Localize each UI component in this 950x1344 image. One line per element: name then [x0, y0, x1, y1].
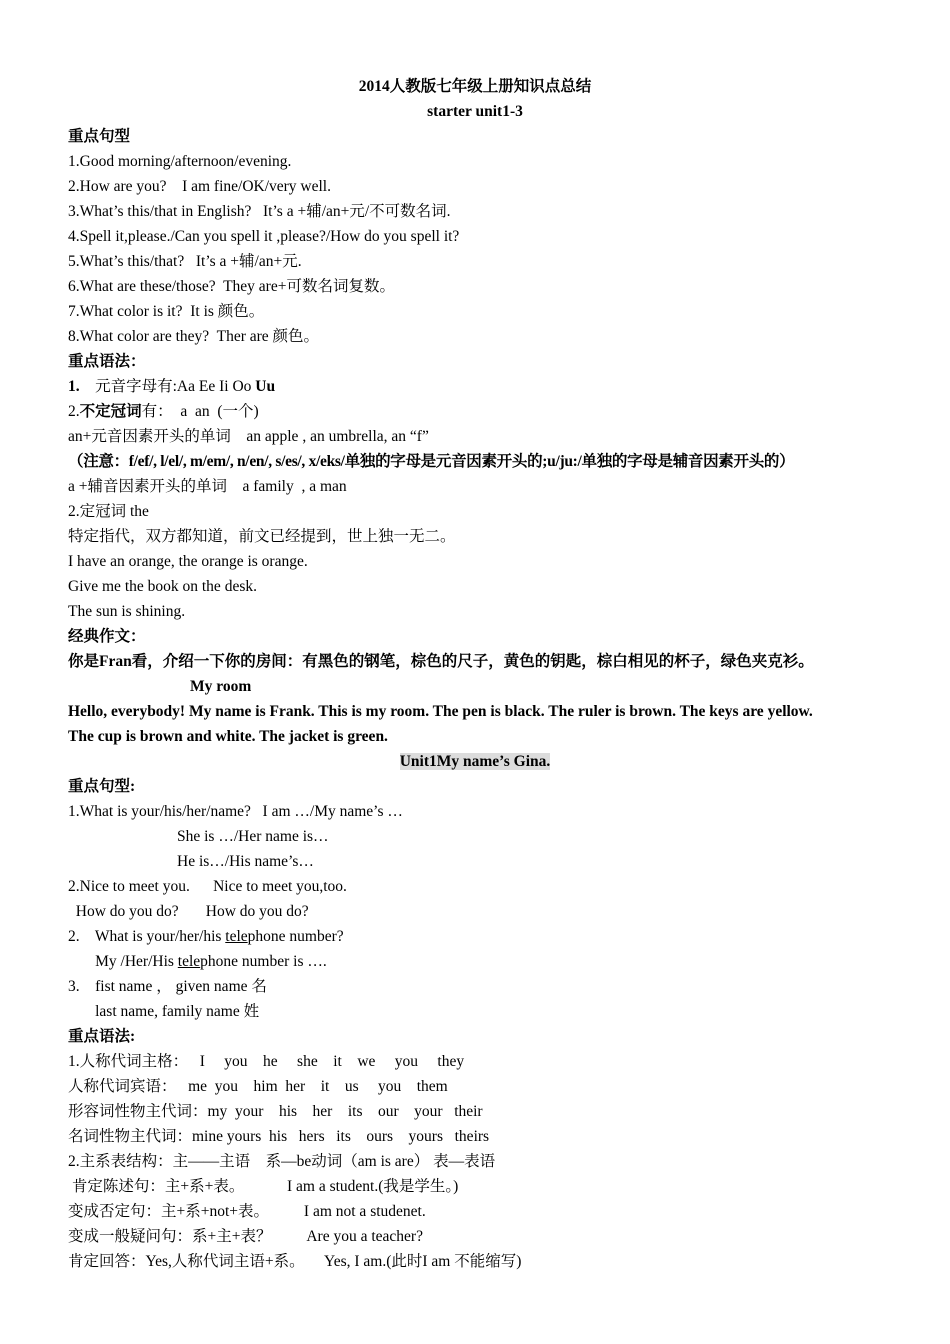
indefinite-article-line: [68, 402, 259, 422]
indef-number: 2.: [68, 403, 80, 420]
definite-article-desc: 特定指代，双方都知道，前文已经提到，世上独一无二。: [68, 528, 456, 545]
unit1-grammar-heading: 重点语法:: [68, 1028, 136, 1045]
starter-grammar-heading: 重点语法：: [68, 353, 146, 370]
a-rule: a +辅音因素开头的单词 a family , a man: [68, 478, 347, 495]
an-rule: an+元音因素开头的单词 an apple , an umbrella, an “f”: [68, 428, 429, 445]
unit1-sentence: She is …/Her name is…: [177, 828, 329, 845]
phone-a-post: phone number is ….: [200, 953, 327, 970]
essay-title: My room: [190, 678, 252, 695]
starter-sentence: 8.What color are they? Ther are 颜色。: [68, 328, 320, 345]
unit1-sentence: 3. fist name ， given name 名: [68, 978, 267, 995]
essay-body-line: The cup is brown and white. The jacket is green.: [68, 728, 388, 745]
phone-q-post: phone number?: [247, 928, 344, 945]
unit1-key-sentences-heading: 重点句型:: [68, 778, 136, 795]
unit1-sentence: 2.Nice to meet you. Nice to meet you,too.: [68, 878, 347, 895]
grammar-line: 形容词性物主代词：my your his her its our your their: [68, 1103, 483, 1120]
starter-sentence: 6.What are these/those? They are+可数名词复数。: [68, 278, 395, 295]
doc-subtitle: starter unit1-3: [427, 103, 523, 120]
phone-q-underlined: tele: [225, 928, 248, 945]
unit1-phone-question: [68, 927, 344, 947]
starter-sentence: 3.What’s this/that in English? It’s a +辅/an+元/不可数名词.: [68, 203, 451, 220]
indef-bold-term: 不定冠词: [79, 403, 142, 420]
grammar-line: 人称代词宾语： me you him her it us you them: [68, 1078, 448, 1095]
starter-sentence: 2.How are you? I am fine/OK/very well.: [68, 178, 331, 195]
starter-sentence: 7.What color is it? It is 颜色。: [68, 303, 265, 320]
vowels-text: 元音字母有:Aa Ee Ii Oo: [79, 378, 256, 395]
unit1-phone-answer: [68, 952, 327, 972]
starter-sentence: 5.What’s this/that? It’s a +辅/an+元.: [68, 253, 302, 270]
definite-example: I have an orange, the orange is orange.: [68, 553, 308, 570]
grammar-line: 肯定陈述句：主+系+表。 I am a student.(我是学生。): [68, 1178, 459, 1195]
definite-example: The sun is shining.: [68, 603, 186, 620]
essay-body-line: Hello, everybody! My name is Frank. This is my room. The pen is black. The ruler is brown. The keys are yellow.: [68, 703, 813, 720]
grammar-line: 变成一般疑问句：系+主+表？ Are you a teacher?: [68, 1228, 423, 1245]
unit1-title: Unit1My name’s Gina.: [399, 753, 551, 770]
starter-key-sentences-heading: 重点句型: [68, 128, 131, 145]
unit1-title-wrap: [0, 752, 950, 772]
vowels-last: Uu: [255, 378, 276, 395]
grammar-line: 变成否定句：主+系+not+表。 I am not a studenet.: [68, 1203, 426, 1220]
grammar-line: 名词性物主代词：mine yours his hers its ours yours theirs: [68, 1128, 490, 1145]
unit1-sentence: He is…/His name’s…: [177, 853, 314, 870]
definite-example: Give me the book on the desk.: [68, 578, 257, 595]
phone-a-pre: My /Her/His: [68, 953, 178, 970]
vowels-number: 1.: [68, 378, 80, 395]
phone-a-underlined: tele: [177, 953, 201, 970]
doc-title: 2014人教版七年级上册知识点总结: [358, 78, 592, 95]
unit1-sentence: 1.What is your/his/her/name? I am …/My name’s …: [68, 803, 403, 820]
phone-q-pre: 2. What is your/her/his: [68, 928, 226, 945]
essay-heading: 经典作文：: [68, 628, 146, 645]
grammar-line: 2.主系表结构：主——主语 系—be动词（am is are） 表—表语: [68, 1153, 496, 1170]
grammar-line: 肯定回答：Yes,人称代词主语+系。 Yes, I am.(此时I am 不能缩写): [68, 1253, 522, 1270]
unit1-sentence: last name, family name 姓: [68, 1003, 260, 1020]
starter-sentence: 4.Spell it,please./Can you spell it ,please?/How do you spell it?: [68, 228, 460, 245]
essay-prompt: 你是Fran看，介绍一下你的房间：有黑色的钢笔，棕色的尺子，黄色的钥匙，棕白相见的杯子，绿色夹克衫。: [68, 653, 814, 670]
indef-rest: 有： a an (一个): [141, 403, 259, 420]
grammar-line: 1.人称代词主格： I you he she it we you they: [68, 1053, 465, 1070]
starter-sentence: 1.Good morning/afternoon/evening.: [68, 153, 292, 170]
article-note: （注意：f/ef/, l/el/, m/em/, n/en/, s/es/, x/eks/单独的字母是元音因素开头的;u/ju:/单独的字母是辅音因素开头的）: [68, 453, 795, 470]
definite-article-title: 2.定冠词 the: [68, 503, 149, 520]
vowels-line: [68, 377, 275, 397]
unit1-sentence: How do you do? How do you do?: [68, 903, 309, 920]
